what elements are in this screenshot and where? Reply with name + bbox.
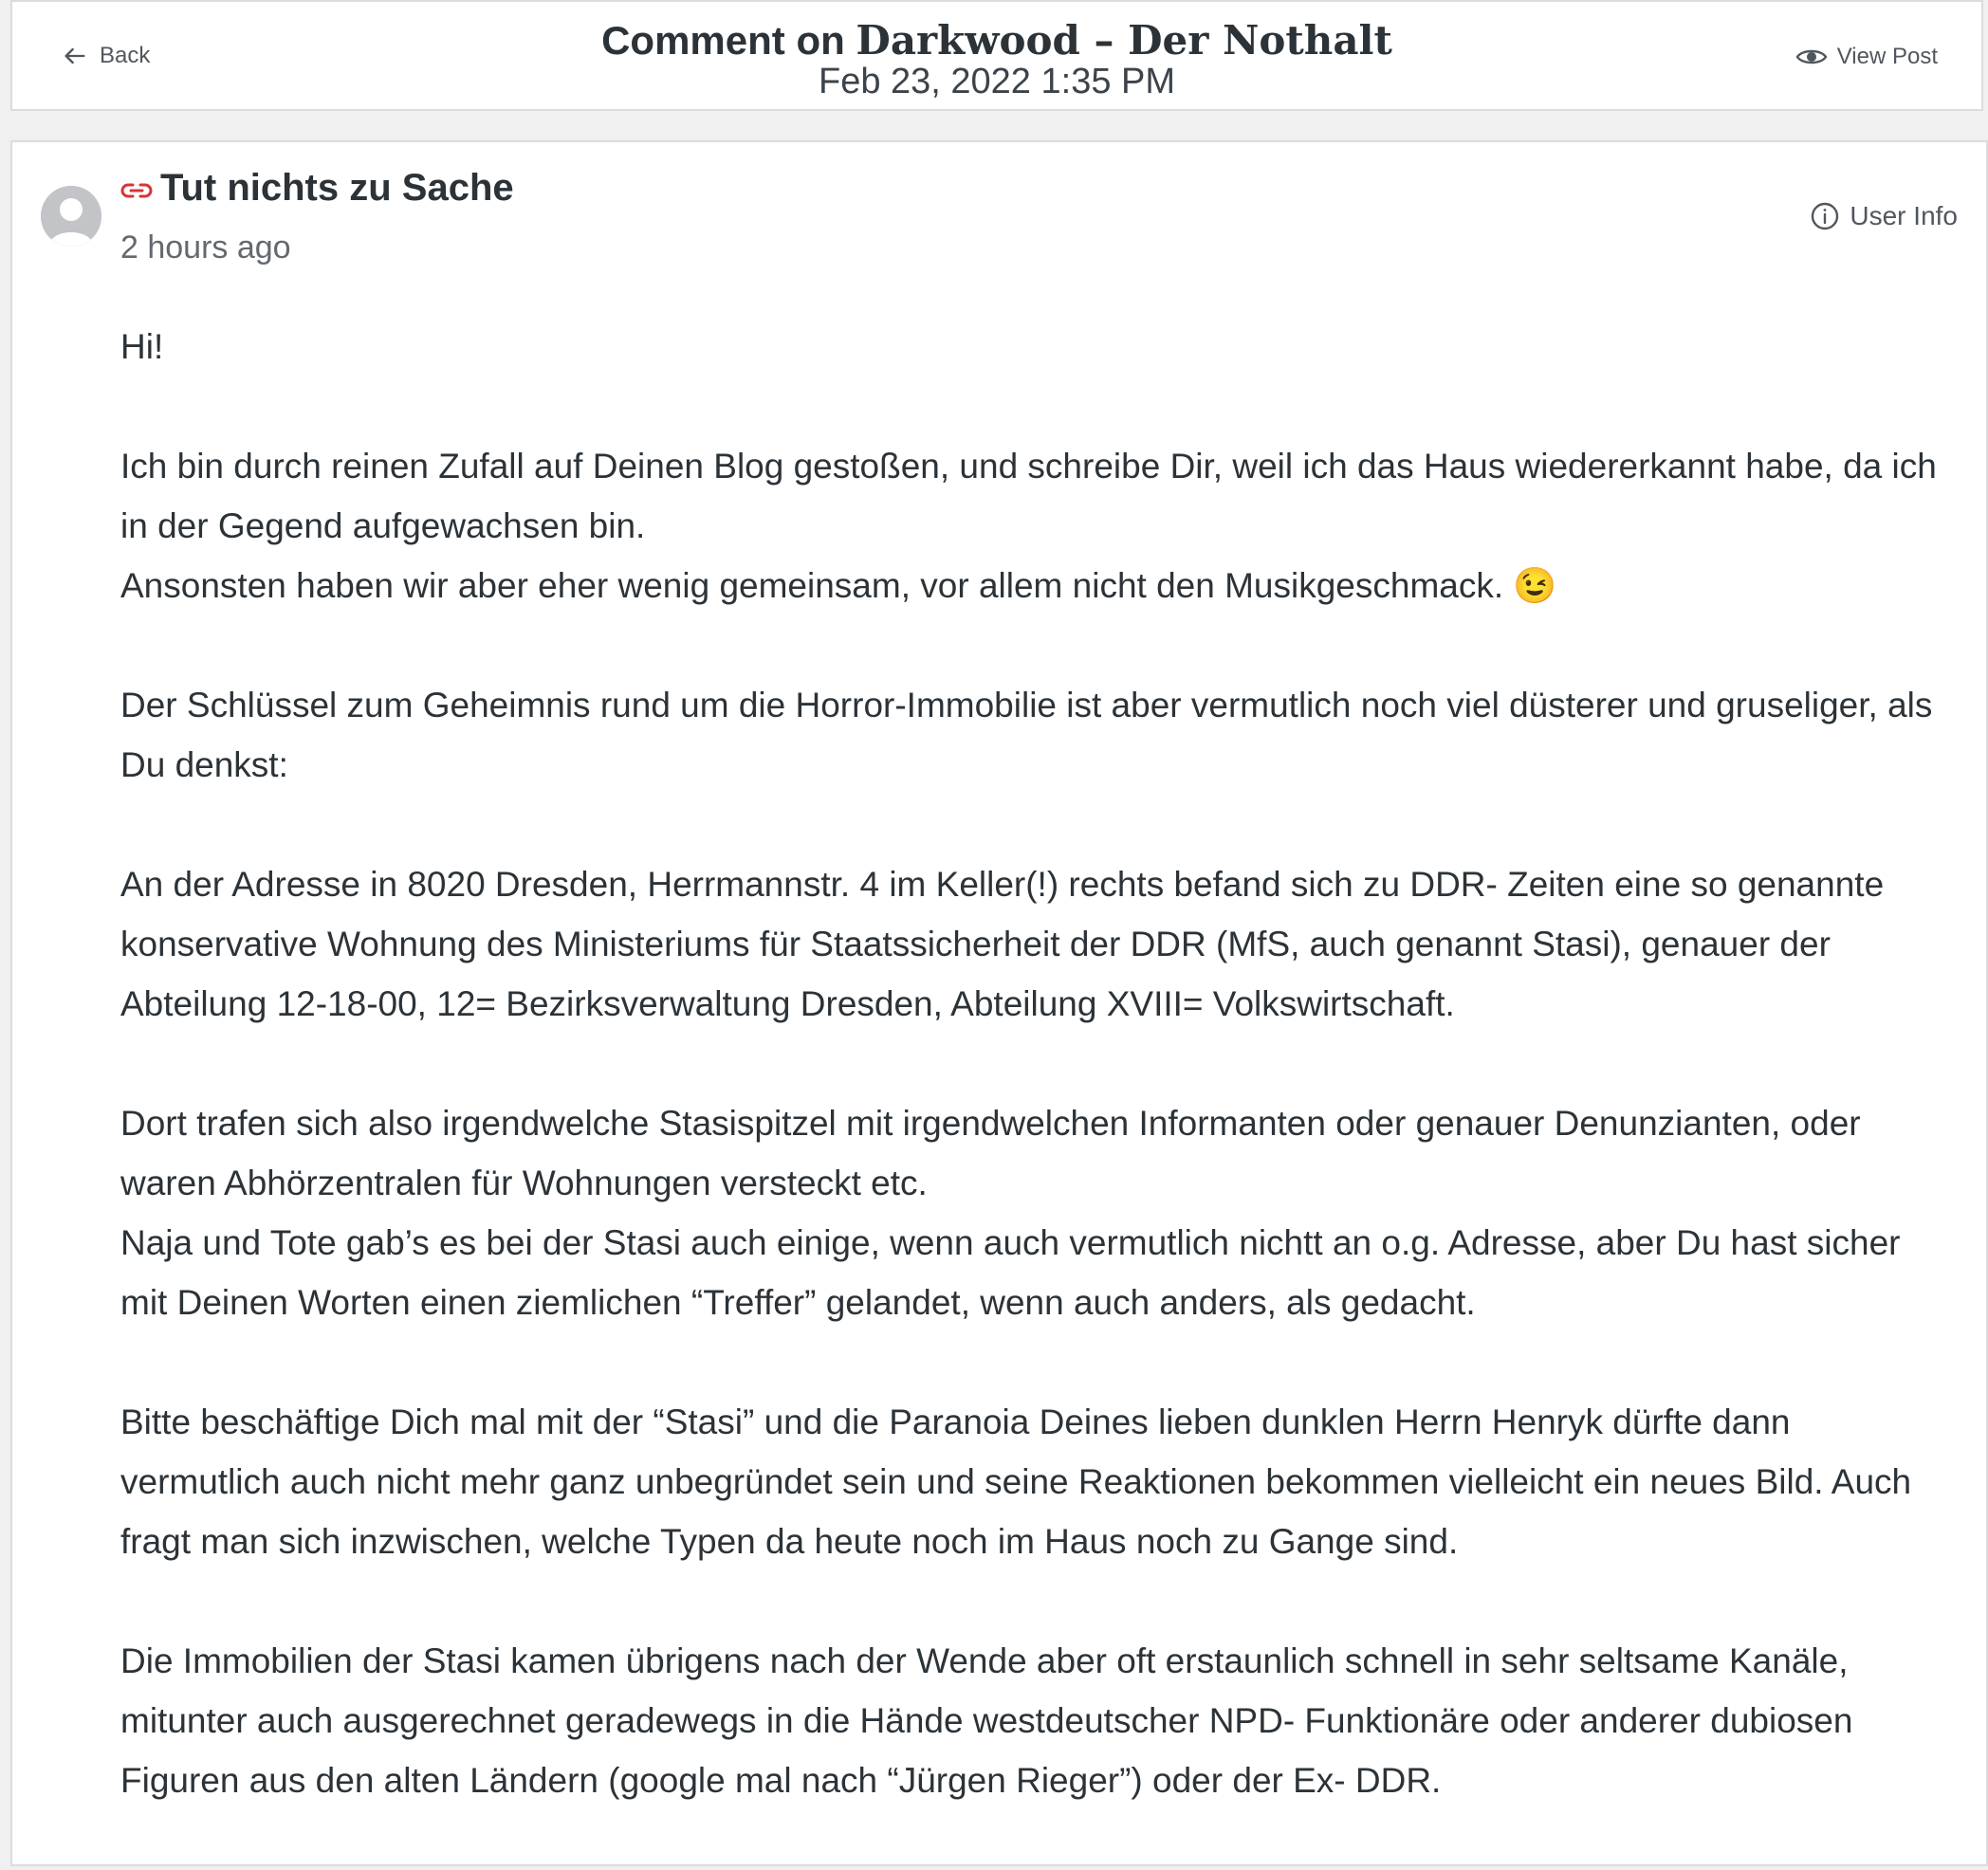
author-name[interactable]: Tut nichts zu Sache: [160, 167, 514, 209]
comment-line: Die Immobilien der Stasi kamen übrigens nach der Wende aber oft erstaunlich schnell in sehr seltsame Kanäle, mitunter auch ausgerechnet geradewegs in die Hände westdeutscher NPD- Funktionäre oder anderer dubiosen Figuren aus den alten Ländern (google mal nach “Jürgen Rieger”) oder der Ex- DDR.: [120, 1641, 1853, 1800]
user-info-label: User Info: [1850, 201, 1958, 230]
back-button[interactable]: [62, 43, 150, 69]
arrow-left-icon: [62, 43, 88, 69]
page-title: [12, 19, 1981, 101]
comment-time-ago: 2 hours ago: [120, 229, 291, 266]
comment-header: [10, 0, 1983, 111]
title-prefix: Comment on: [601, 18, 845, 63]
comment-line: Dort trafen sich also irgendwelche Stasispitzel mit irgendwelchen Informanten oder genauer Denunzianten, oder waren Abhörzentralen für Wohnungen versteckt etc.: [120, 1104, 1861, 1202]
info-circle-icon: [1810, 201, 1840, 231]
post-title: Darkwood – Der Nothalt: [856, 17, 1392, 64]
view-post-button[interactable]: [1795, 44, 1938, 70]
comment-paragraph: [120, 317, 1956, 376]
comment-author: [120, 167, 514, 210]
comment-paragraph: [120, 854, 1956, 1034]
comment-paragraph: [120, 1093, 1956, 1332]
comment-line: Naja und Tote gab’s es bei der Stasi auch einige, wenn auch vermutlich nichtt an o.g. Adresse, aber Du hast sicher mit Deinen Worten einen ziemlichen “Treffer” gelandet, wenn auch anders, als gedacht.: [120, 1223, 1901, 1322]
back-label: Back: [100, 43, 151, 68]
comment-line: Bitte beschäftige Dich mal mit der “Stasi” und die Paranoia Deines lieben dunklen Herrn Henryk dürfte dann vermutlich auch nicht mehr ganz unbegründet sein und seine Reaktionen bekommen vielleicht ein neues Bild. Auch fragt man sich inzwischen, welche Typen da heute noch im Haus noch zu Gange sind.: [120, 1402, 1912, 1561]
comment-paragraph: [120, 675, 1956, 795]
comment-date: Feb 23, 2022 1:35 PM: [818, 62, 1176, 101]
title-line: [12, 19, 1981, 63]
comment-paragraph: [120, 1392, 1956, 1571]
view-post-label: View Post: [1836, 44, 1938, 69]
default-avatar-icon: [41, 186, 101, 247]
comment-paragraph: [120, 1631, 1956, 1810]
comment-card: [10, 140, 1988, 1866]
comment-line: An der Adresse in 8020 Dresden, Herrmannstr. 4 im Keller(!) rechts befand sich zu DDR- Zeiten eine so genannte konservative Wohnung des Ministeriums für Staatssicherheit der DDR (MfS, auch genannt Stasi), genauer der Abteilung 12-18-00, 12= Bezirksverwaltung Dresden, Abteilung XVIII= Volkswirtschaft.: [120, 865, 1885, 1023]
avatar[interactable]: [41, 186, 101, 247]
comment-body: [120, 317, 1956, 1870]
comment-line: Hi!: [120, 327, 164, 366]
comment-line: Ansonsten haben wir aber eher wenig gemeinsam, vor allem nicht den Musikgeschmack. 😉: [120, 566, 1557, 605]
user-info-button[interactable]: [1810, 201, 1958, 231]
comment-line: Ich bin durch reinen Zufall auf Deinen Blog gestoßen, und schreibe Dir, weil ich das Haus wiedererkannt habe, da ich in der Gegend aufgewachsen bin.: [120, 447, 1937, 545]
eye-icon: [1795, 46, 1828, 67]
comment-line: Der Schlüssel zum Geheimnis rund um die Horror-Immobilie ist aber vermutlich noch viel düsterer und gruseliger, als Du denkst:: [120, 686, 1933, 784]
link-icon: [120, 181, 153, 200]
comment-paragraph: [120, 436, 1956, 615]
